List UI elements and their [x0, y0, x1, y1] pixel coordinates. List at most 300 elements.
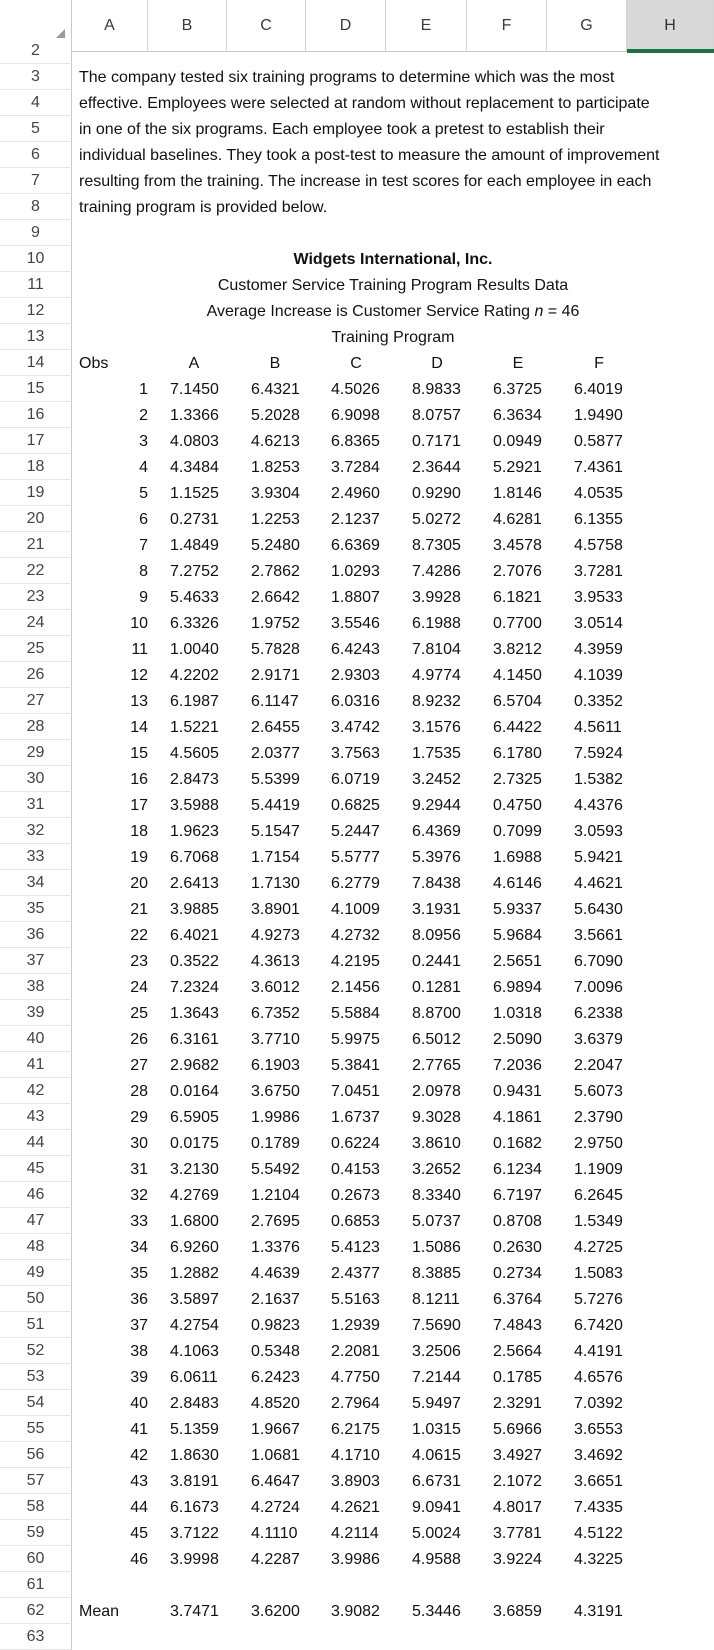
data-cell[interactable]: 2.6413: [170, 875, 219, 892]
data-cell[interactable]: 2.1456: [331, 979, 380, 996]
row-header-42[interactable]: 42: [0, 1078, 72, 1104]
data-cell[interactable]: 7.2036: [493, 1057, 542, 1074]
data-cell[interactable]: 6.4019: [574, 381, 623, 398]
data-cell[interactable]: 4.1710: [331, 1447, 380, 1464]
data-cell[interactable]: 7.4361: [574, 459, 623, 476]
data-cell[interactable]: 6.1355: [574, 511, 623, 528]
data-cell[interactable]: 7.4843: [493, 1317, 542, 1334]
data-cell[interactable]: 3.1931: [412, 901, 461, 918]
data-cell[interactable]: 6.7197: [493, 1187, 542, 1204]
data-cell[interactable]: 1.0318: [493, 1005, 542, 1022]
data-cell[interactable]: 3.8191: [170, 1473, 219, 1490]
data-cell[interactable]: 5.5777: [331, 849, 380, 866]
data-cell[interactable]: 5.9975: [331, 1031, 380, 1048]
data-cell[interactable]: 2.4960: [331, 485, 380, 502]
row-header-20[interactable]: 20: [0, 506, 72, 532]
data-cell[interactable]: 2.9750: [574, 1135, 623, 1152]
data-cell[interactable]: 5.9684: [493, 927, 542, 944]
row-header-14[interactable]: 14: [0, 350, 72, 376]
row-header-35[interactable]: 35: [0, 896, 72, 922]
row-header-44[interactable]: 44: [0, 1130, 72, 1156]
data-cell[interactable]: 1.7154: [251, 849, 300, 866]
data-cell[interactable]: 0.3522: [170, 953, 219, 970]
data-cell[interactable]: 0.7700: [493, 615, 542, 632]
column-header-a[interactable]: A: [72, 0, 148, 52]
data-cell[interactable]: 4.3959: [574, 641, 623, 658]
data-cell[interactable]: 3.7563: [331, 745, 380, 762]
data-cell[interactable]: 3.0593: [574, 823, 623, 840]
data-cell[interactable]: 6.3161: [170, 1031, 219, 1048]
data-cell[interactable]: 6.4321: [251, 381, 300, 398]
data-cell[interactable]: 0.7171: [412, 433, 461, 450]
data-cell[interactable]: 3.6012: [251, 979, 300, 996]
data-cell[interactable]: 3.5988: [170, 797, 219, 814]
column-header-b[interactable]: B: [148, 0, 227, 52]
data-cell[interactable]: 1.3376: [251, 1239, 300, 1256]
row-header-3[interactable]: 3: [0, 64, 72, 90]
data-cell[interactable]: 2.7325: [493, 771, 542, 788]
data-cell[interactable]: 4.6281: [493, 511, 542, 528]
data-cell[interactable]: 6.3764: [493, 1291, 542, 1308]
row-header-61[interactable]: 61: [0, 1572, 72, 1598]
data-cell[interactable]: 1.0681: [251, 1447, 300, 1464]
data-cell[interactable]: 7.8104: [412, 641, 461, 658]
data-cell[interactable]: 4.5122: [574, 1525, 623, 1542]
data-cell[interactable]: 6.2423: [251, 1369, 300, 1386]
data-cell[interactable]: 1.0040: [170, 641, 219, 658]
data-cell[interactable]: 0.1789: [251, 1135, 300, 1152]
row-header-29[interactable]: 29: [0, 740, 72, 766]
data-cell[interactable]: 4.2114: [331, 1525, 379, 1542]
mean-value[interactable]: 3.6200: [251, 1603, 300, 1620]
data-cell[interactable]: 6.3634: [493, 407, 542, 424]
column-header-f[interactable]: F: [467, 0, 547, 52]
row-header-47[interactable]: 47: [0, 1208, 72, 1234]
data-cell[interactable]: 2.1072: [493, 1473, 542, 1490]
row-header-31[interactable]: 31: [0, 792, 72, 818]
data-cell[interactable]: 4.8017: [493, 1499, 542, 1516]
data-cell[interactable]: 3.9224: [493, 1551, 542, 1568]
column-header-d[interactable]: D: [306, 0, 386, 52]
data-cell[interactable]: 5.5884: [331, 1005, 380, 1022]
data-cell[interactable]: 1.5083: [574, 1265, 623, 1282]
data-cell[interactable]: 3.7781: [493, 1525, 542, 1542]
data-cell[interactable]: 6.3725: [493, 381, 542, 398]
data-cell[interactable]: 3.2506: [412, 1343, 461, 1360]
data-cell[interactable]: 8.7305: [412, 537, 461, 554]
data-cell[interactable]: 0.5348: [251, 1343, 300, 1360]
data-cell[interactable]: 1.4849: [170, 537, 219, 554]
data-cell[interactable]: 4.2732: [331, 927, 380, 944]
data-cell[interactable]: 6.7090: [574, 953, 623, 970]
data-cell[interactable]: 5.6430: [574, 901, 623, 918]
data-cell[interactable]: 1.2253: [251, 511, 300, 528]
data-cell[interactable]: 6.4369: [412, 823, 461, 840]
column-header-h[interactable]: H: [627, 0, 714, 52]
data-cell[interactable]: 6.8365: [331, 433, 380, 450]
data-cell[interactable]: 4.0803: [170, 433, 219, 450]
data-cell[interactable]: 2.7862: [251, 563, 300, 580]
data-cell[interactable]: 4.8520: [251, 1395, 300, 1412]
data-cell[interactable]: 0.0164: [170, 1083, 219, 1100]
data-cell[interactable]: 4.3484: [170, 459, 219, 476]
data-cell[interactable]: 5.4123: [331, 1239, 380, 1256]
row-header-19[interactable]: 19: [0, 480, 72, 506]
data-cell[interactable]: 6.4021: [170, 927, 219, 944]
data-cell[interactable]: 6.2175: [331, 1421, 380, 1438]
data-cell[interactable]: 0.9290: [412, 485, 461, 502]
data-cell[interactable]: 4.2621: [331, 1499, 380, 1516]
data-cell[interactable]: 2.8483: [170, 1395, 219, 1412]
row-header-25[interactable]: 25: [0, 636, 72, 662]
data-cell[interactable]: 2.3291: [493, 1395, 542, 1412]
mean-value[interactable]: 3.6859: [493, 1603, 542, 1620]
data-cell[interactable]: 3.2652: [412, 1161, 461, 1178]
data-cell[interactable]: 6.4422: [493, 719, 542, 736]
data-cell[interactable]: 2.7076: [493, 563, 542, 580]
row-header-60[interactable]: 60: [0, 1546, 72, 1572]
data-cell[interactable]: 4.7750: [331, 1369, 380, 1386]
data-cell[interactable]: 6.7352: [251, 1005, 300, 1022]
data-cell[interactable]: 6.7068: [170, 849, 219, 866]
data-cell[interactable]: 0.6825: [331, 797, 380, 814]
data-cell[interactable]: 0.5877: [574, 433, 623, 450]
data-cell[interactable]: 6.9098: [331, 407, 380, 424]
data-cell[interactable]: 4.9273: [251, 927, 300, 944]
data-cell[interactable]: 7.1450: [170, 381, 219, 398]
data-cell[interactable]: 1.7535: [412, 745, 461, 762]
column-header-g[interactable]: G: [547, 0, 627, 52]
data-cell[interactable]: 7.4286: [412, 563, 461, 580]
row-header-58[interactable]: 58: [0, 1494, 72, 1520]
data-cell[interactable]: 3.4578: [493, 537, 542, 554]
data-cell[interactable]: 6.2338: [574, 1005, 623, 1022]
data-cell[interactable]: 5.1359: [170, 1421, 219, 1438]
data-cell[interactable]: 4.3613: [251, 953, 300, 970]
mean-value[interactable]: 3.9082: [331, 1603, 380, 1620]
row-header-37[interactable]: 37: [0, 948, 72, 974]
data-cell[interactable]: 1.9623: [170, 823, 219, 840]
data-cell[interactable]: 7.5690: [412, 1317, 461, 1334]
data-cell[interactable]: 3.6750: [251, 1083, 300, 1100]
data-cell[interactable]: 3.4692: [574, 1447, 623, 1464]
row-header-41[interactable]: 41: [0, 1052, 72, 1078]
row-header-40[interactable]: 40: [0, 1026, 72, 1052]
data-cell[interactable]: 7.0451: [331, 1083, 380, 1100]
data-cell[interactable]: 0.9431: [493, 1083, 542, 1100]
data-cell[interactable]: 1.8807: [331, 589, 380, 606]
data-cell[interactable]: 6.5704: [493, 693, 542, 710]
row-header-9[interactable]: 9: [0, 220, 72, 246]
row-header-34[interactable]: 34: [0, 870, 72, 896]
row-header-46[interactable]: 46: [0, 1182, 72, 1208]
data-cell[interactable]: 5.3976: [412, 849, 461, 866]
data-cell[interactable]: 3.9928: [412, 589, 461, 606]
data-cell[interactable]: 7.0096: [574, 979, 623, 996]
data-cell[interactable]: 5.2480: [251, 537, 300, 554]
data-cell[interactable]: 2.9303: [331, 667, 380, 684]
data-cell[interactable]: 5.4419: [251, 797, 300, 814]
data-cell[interactable]: 3.8901: [251, 901, 300, 918]
data-cell[interactable]: 4.0535: [574, 485, 623, 502]
data-cell[interactable]: 0.3352: [574, 693, 623, 710]
data-cell[interactable]: 1.1525: [170, 485, 219, 502]
data-cell[interactable]: 4.9588: [412, 1551, 461, 1568]
data-cell[interactable]: 6.6731: [412, 1473, 461, 1490]
data-cell[interactable]: 0.2630: [493, 1239, 542, 1256]
data-cell[interactable]: 2.5090: [493, 1031, 542, 1048]
data-cell[interactable]: 2.7765: [412, 1057, 461, 1074]
row-header-18[interactable]: 18: [0, 454, 72, 480]
data-cell[interactable]: 5.9337: [493, 901, 542, 918]
data-cell[interactable]: 0.1281: [412, 979, 461, 996]
data-cell[interactable]: 6.9260: [170, 1239, 219, 1256]
data-cell[interactable]: 1.5086: [412, 1239, 461, 1256]
data-cell[interactable]: 4.1063: [170, 1343, 219, 1360]
row-header-26[interactable]: 26: [0, 662, 72, 688]
row-header-8[interactable]: 8: [0, 194, 72, 220]
data-cell[interactable]: 4.6146: [493, 875, 542, 892]
row-header-48[interactable]: 48: [0, 1234, 72, 1260]
data-cell[interactable]: 5.0737: [412, 1213, 461, 1230]
data-cell[interactable]: 5.1547: [251, 823, 300, 840]
data-cell[interactable]: 1.3366: [170, 407, 219, 424]
data-cell[interactable]: 2.1637: [251, 1291, 300, 1308]
row-header-53[interactable]: 53: [0, 1364, 72, 1390]
data-cell[interactable]: 3.9304: [251, 485, 300, 502]
data-cell[interactable]: 4.0615: [412, 1447, 461, 1464]
data-cell[interactable]: 4.2195: [331, 953, 380, 970]
mean-value[interactable]: 3.7471: [170, 1603, 219, 1620]
data-cell[interactable]: 4.1039: [574, 667, 623, 684]
data-cell[interactable]: 0.6224: [331, 1135, 380, 1152]
data-cell[interactable]: 4.1009: [331, 901, 380, 918]
row-header-24[interactable]: 24: [0, 610, 72, 636]
row-header-10[interactable]: 10: [0, 246, 72, 272]
data-cell[interactable]: 0.7099: [493, 823, 542, 840]
data-cell[interactable]: 5.6966: [493, 1421, 542, 1438]
data-cell[interactable]: 2.6642: [251, 589, 300, 606]
data-cell[interactable]: 1.8146: [493, 485, 542, 502]
data-cell[interactable]: 6.9894: [493, 979, 542, 996]
data-cell[interactable]: 2.0978: [412, 1083, 461, 1100]
data-cell[interactable]: 2.3790: [574, 1109, 623, 1126]
data-cell[interactable]: 3.0514: [574, 615, 623, 632]
data-cell[interactable]: 5.0024: [412, 1525, 461, 1542]
data-cell[interactable]: 8.1211: [412, 1291, 460, 1308]
data-cell[interactable]: 2.9682: [170, 1057, 219, 1074]
data-cell[interactable]: 5.2447: [331, 823, 380, 840]
row-header-30[interactable]: 30: [0, 766, 72, 792]
data-cell[interactable]: 3.9885: [170, 901, 219, 918]
row-header-23[interactable]: 23: [0, 584, 72, 610]
data-cell[interactable]: 5.7276: [574, 1291, 623, 1308]
data-cell[interactable]: 2.2047: [574, 1057, 623, 1074]
data-cell[interactable]: 1.2939: [331, 1317, 380, 1334]
mean-value[interactable]: 5.3446: [412, 1603, 461, 1620]
row-header-43[interactable]: 43: [0, 1104, 72, 1130]
data-cell[interactable]: 6.0316: [331, 693, 380, 710]
data-cell[interactable]: 3.7122: [170, 1525, 219, 1542]
data-cell[interactable]: 3.9533: [574, 589, 623, 606]
data-cell[interactable]: 1.5349: [574, 1213, 623, 1230]
data-cell[interactable]: 9.0941: [412, 1499, 461, 1516]
row-header-12[interactable]: 12: [0, 298, 72, 324]
data-cell[interactable]: 6.2645: [574, 1187, 623, 1204]
data-cell[interactable]: 0.4750: [493, 797, 542, 814]
data-cell[interactable]: 5.5163: [331, 1291, 380, 1308]
data-cell[interactable]: 1.8253: [251, 459, 300, 476]
row-header-17[interactable]: 17: [0, 428, 72, 454]
data-cell[interactable]: 3.4927: [493, 1447, 542, 1464]
data-cell[interactable]: 6.1234: [493, 1161, 542, 1178]
data-cell[interactable]: 5.5399: [251, 771, 300, 788]
data-cell[interactable]: 6.4647: [251, 1473, 300, 1490]
data-cell[interactable]: 2.4377: [331, 1265, 380, 1282]
data-cell[interactable]: 1.0315: [412, 1421, 461, 1438]
row-header-16[interactable]: 16: [0, 402, 72, 428]
data-cell[interactable]: 4.2287: [251, 1551, 300, 1568]
data-cell[interactable]: 3.8903: [331, 1473, 380, 1490]
data-cell[interactable]: 9.2944: [412, 797, 461, 814]
data-cell[interactable]: 7.2324: [170, 979, 219, 996]
data-cell[interactable]: 1.8630: [170, 1447, 219, 1464]
data-cell[interactable]: 5.2028: [251, 407, 300, 424]
data-cell[interactable]: 6.7420: [574, 1317, 623, 1334]
data-cell[interactable]: 5.3841: [331, 1057, 380, 1074]
data-cell[interactable]: 2.7964: [331, 1395, 380, 1412]
data-cell[interactable]: 6.2779: [331, 875, 380, 892]
data-cell[interactable]: 4.1450: [493, 667, 542, 684]
data-cell[interactable]: 3.2130: [170, 1161, 219, 1178]
data-cell[interactable]: 4.9774: [412, 667, 461, 684]
data-cell[interactable]: 6.5012: [412, 1031, 461, 1048]
data-cell[interactable]: 0.0949: [493, 433, 542, 450]
row-header-54[interactable]: 54: [0, 1390, 72, 1416]
data-cell[interactable]: 6.4243: [331, 641, 380, 658]
data-cell[interactable]: 4.2769: [170, 1187, 219, 1204]
data-cell[interactable]: 2.7695: [251, 1213, 300, 1230]
data-cell[interactable]: 3.4742: [331, 719, 380, 736]
row-header-45[interactable]: 45: [0, 1156, 72, 1182]
data-cell[interactable]: 3.9998: [170, 1551, 219, 1568]
data-cell[interactable]: 0.0175: [170, 1135, 219, 1152]
data-cell[interactable]: 5.0272: [412, 511, 461, 528]
data-cell[interactable]: 1.2882: [170, 1265, 219, 1282]
data-cell[interactable]: 6.1673: [170, 1499, 219, 1516]
data-cell[interactable]: 2.6455: [251, 719, 300, 736]
row-header-21[interactable]: 21: [0, 532, 72, 558]
data-cell[interactable]: 4.4621: [574, 875, 623, 892]
data-cell[interactable]: 2.5651: [493, 953, 542, 970]
row-header-27[interactable]: 27: [0, 688, 72, 714]
data-cell[interactable]: 4.4191: [574, 1343, 623, 1360]
data-cell[interactable]: 4.2754: [170, 1317, 219, 1334]
data-cell[interactable]: 7.5924: [574, 745, 623, 762]
data-cell[interactable]: 2.3644: [412, 459, 461, 476]
data-cell[interactable]: 4.3225: [574, 1551, 623, 1568]
data-cell[interactable]: 0.8708: [493, 1213, 542, 1230]
data-cell[interactable]: 3.9986: [331, 1551, 380, 1568]
data-cell[interactable]: 0.2673: [331, 1187, 380, 1204]
data-cell[interactable]: 1.7130: [251, 875, 300, 892]
data-cell[interactable]: 0.1785: [493, 1369, 542, 1386]
row-header-63[interactable]: 63: [0, 1624, 72, 1650]
row-header-22[interactable]: 22: [0, 558, 72, 584]
data-cell[interactable]: 2.9171: [251, 667, 300, 684]
row-header-55[interactable]: 55: [0, 1416, 72, 1442]
data-cell[interactable]: 6.5905: [170, 1109, 219, 1126]
data-cell[interactable]: 6.0719: [331, 771, 380, 788]
data-cell[interactable]: 5.7828: [251, 641, 300, 658]
data-cell[interactable]: 4.5611: [574, 719, 622, 736]
data-cell[interactable]: 3.5546: [331, 615, 380, 632]
data-cell[interactable]: 1.9667: [251, 1421, 300, 1438]
data-cell[interactable]: 4.2202: [170, 667, 219, 684]
data-cell[interactable]: 3.5661: [574, 927, 623, 944]
data-cell[interactable]: 3.1576: [412, 719, 461, 736]
data-cell[interactable]: 1.6737: [331, 1109, 380, 1126]
data-cell[interactable]: 1.6988: [493, 849, 542, 866]
data-cell[interactable]: 3.8212: [493, 641, 542, 658]
column-header-e[interactable]: E: [386, 0, 467, 52]
data-cell[interactable]: 4.6576: [574, 1369, 623, 1386]
row-header-28[interactable]: 28: [0, 714, 72, 740]
data-cell[interactable]: 6.3326: [170, 615, 219, 632]
data-cell[interactable]: 1.9986: [251, 1109, 300, 1126]
data-cell[interactable]: 5.2921: [493, 459, 542, 476]
data-cell[interactable]: 3.7710: [251, 1031, 300, 1048]
row-header-5[interactable]: 5: [0, 116, 72, 142]
row-header-32[interactable]: 32: [0, 818, 72, 844]
data-cell[interactable]: 5.9497: [412, 1395, 461, 1412]
data-cell[interactable]: 4.5605: [170, 745, 219, 762]
column-header-c[interactable]: C: [227, 0, 306, 52]
data-cell[interactable]: 4.5758: [574, 537, 623, 554]
data-cell[interactable]: 7.4335: [574, 1499, 623, 1516]
data-cell[interactable]: 1.2104: [251, 1187, 300, 1204]
data-cell[interactable]: 6.1821: [493, 589, 542, 606]
data-cell[interactable]: 6.1780: [493, 745, 542, 762]
data-cell[interactable]: 1.0293: [331, 563, 380, 580]
row-header-56[interactable]: 56: [0, 1442, 72, 1468]
data-cell[interactable]: 8.0757: [412, 407, 461, 424]
data-cell[interactable]: 4.6213: [251, 433, 300, 450]
row-header-49[interactable]: 49: [0, 1260, 72, 1286]
row-header-38[interactable]: 38: [0, 974, 72, 1000]
data-cell[interactable]: 6.6369: [331, 537, 380, 554]
data-cell[interactable]: 4.2725: [574, 1239, 623, 1256]
data-cell[interactable]: 7.0392: [574, 1395, 623, 1412]
row-header-62[interactable]: 62: [0, 1598, 72, 1624]
data-cell[interactable]: 6.1987: [170, 693, 219, 710]
data-cell[interactable]: 5.5492: [251, 1161, 300, 1178]
data-cell[interactable]: 8.3885: [412, 1265, 461, 1282]
data-cell[interactable]: 3.6651: [574, 1473, 623, 1490]
data-cell[interactable]: 6.1903: [251, 1057, 300, 1074]
data-cell[interactable]: 0.2734: [493, 1265, 542, 1282]
data-cell[interactable]: 3.7284: [331, 459, 380, 476]
data-cell[interactable]: 3.8610: [412, 1135, 461, 1152]
data-cell[interactable]: 3.6379: [574, 1031, 623, 1048]
row-header-57[interactable]: 57: [0, 1468, 72, 1494]
row-header-51[interactable]: 51: [0, 1312, 72, 1338]
data-cell[interactable]: 3.2452: [412, 771, 461, 788]
data-cell[interactable]: 1.9752: [251, 615, 300, 632]
data-cell[interactable]: 8.9232: [412, 693, 461, 710]
row-header-13[interactable]: 13: [0, 324, 72, 350]
mean-value[interactable]: 4.3191: [574, 1603, 623, 1620]
